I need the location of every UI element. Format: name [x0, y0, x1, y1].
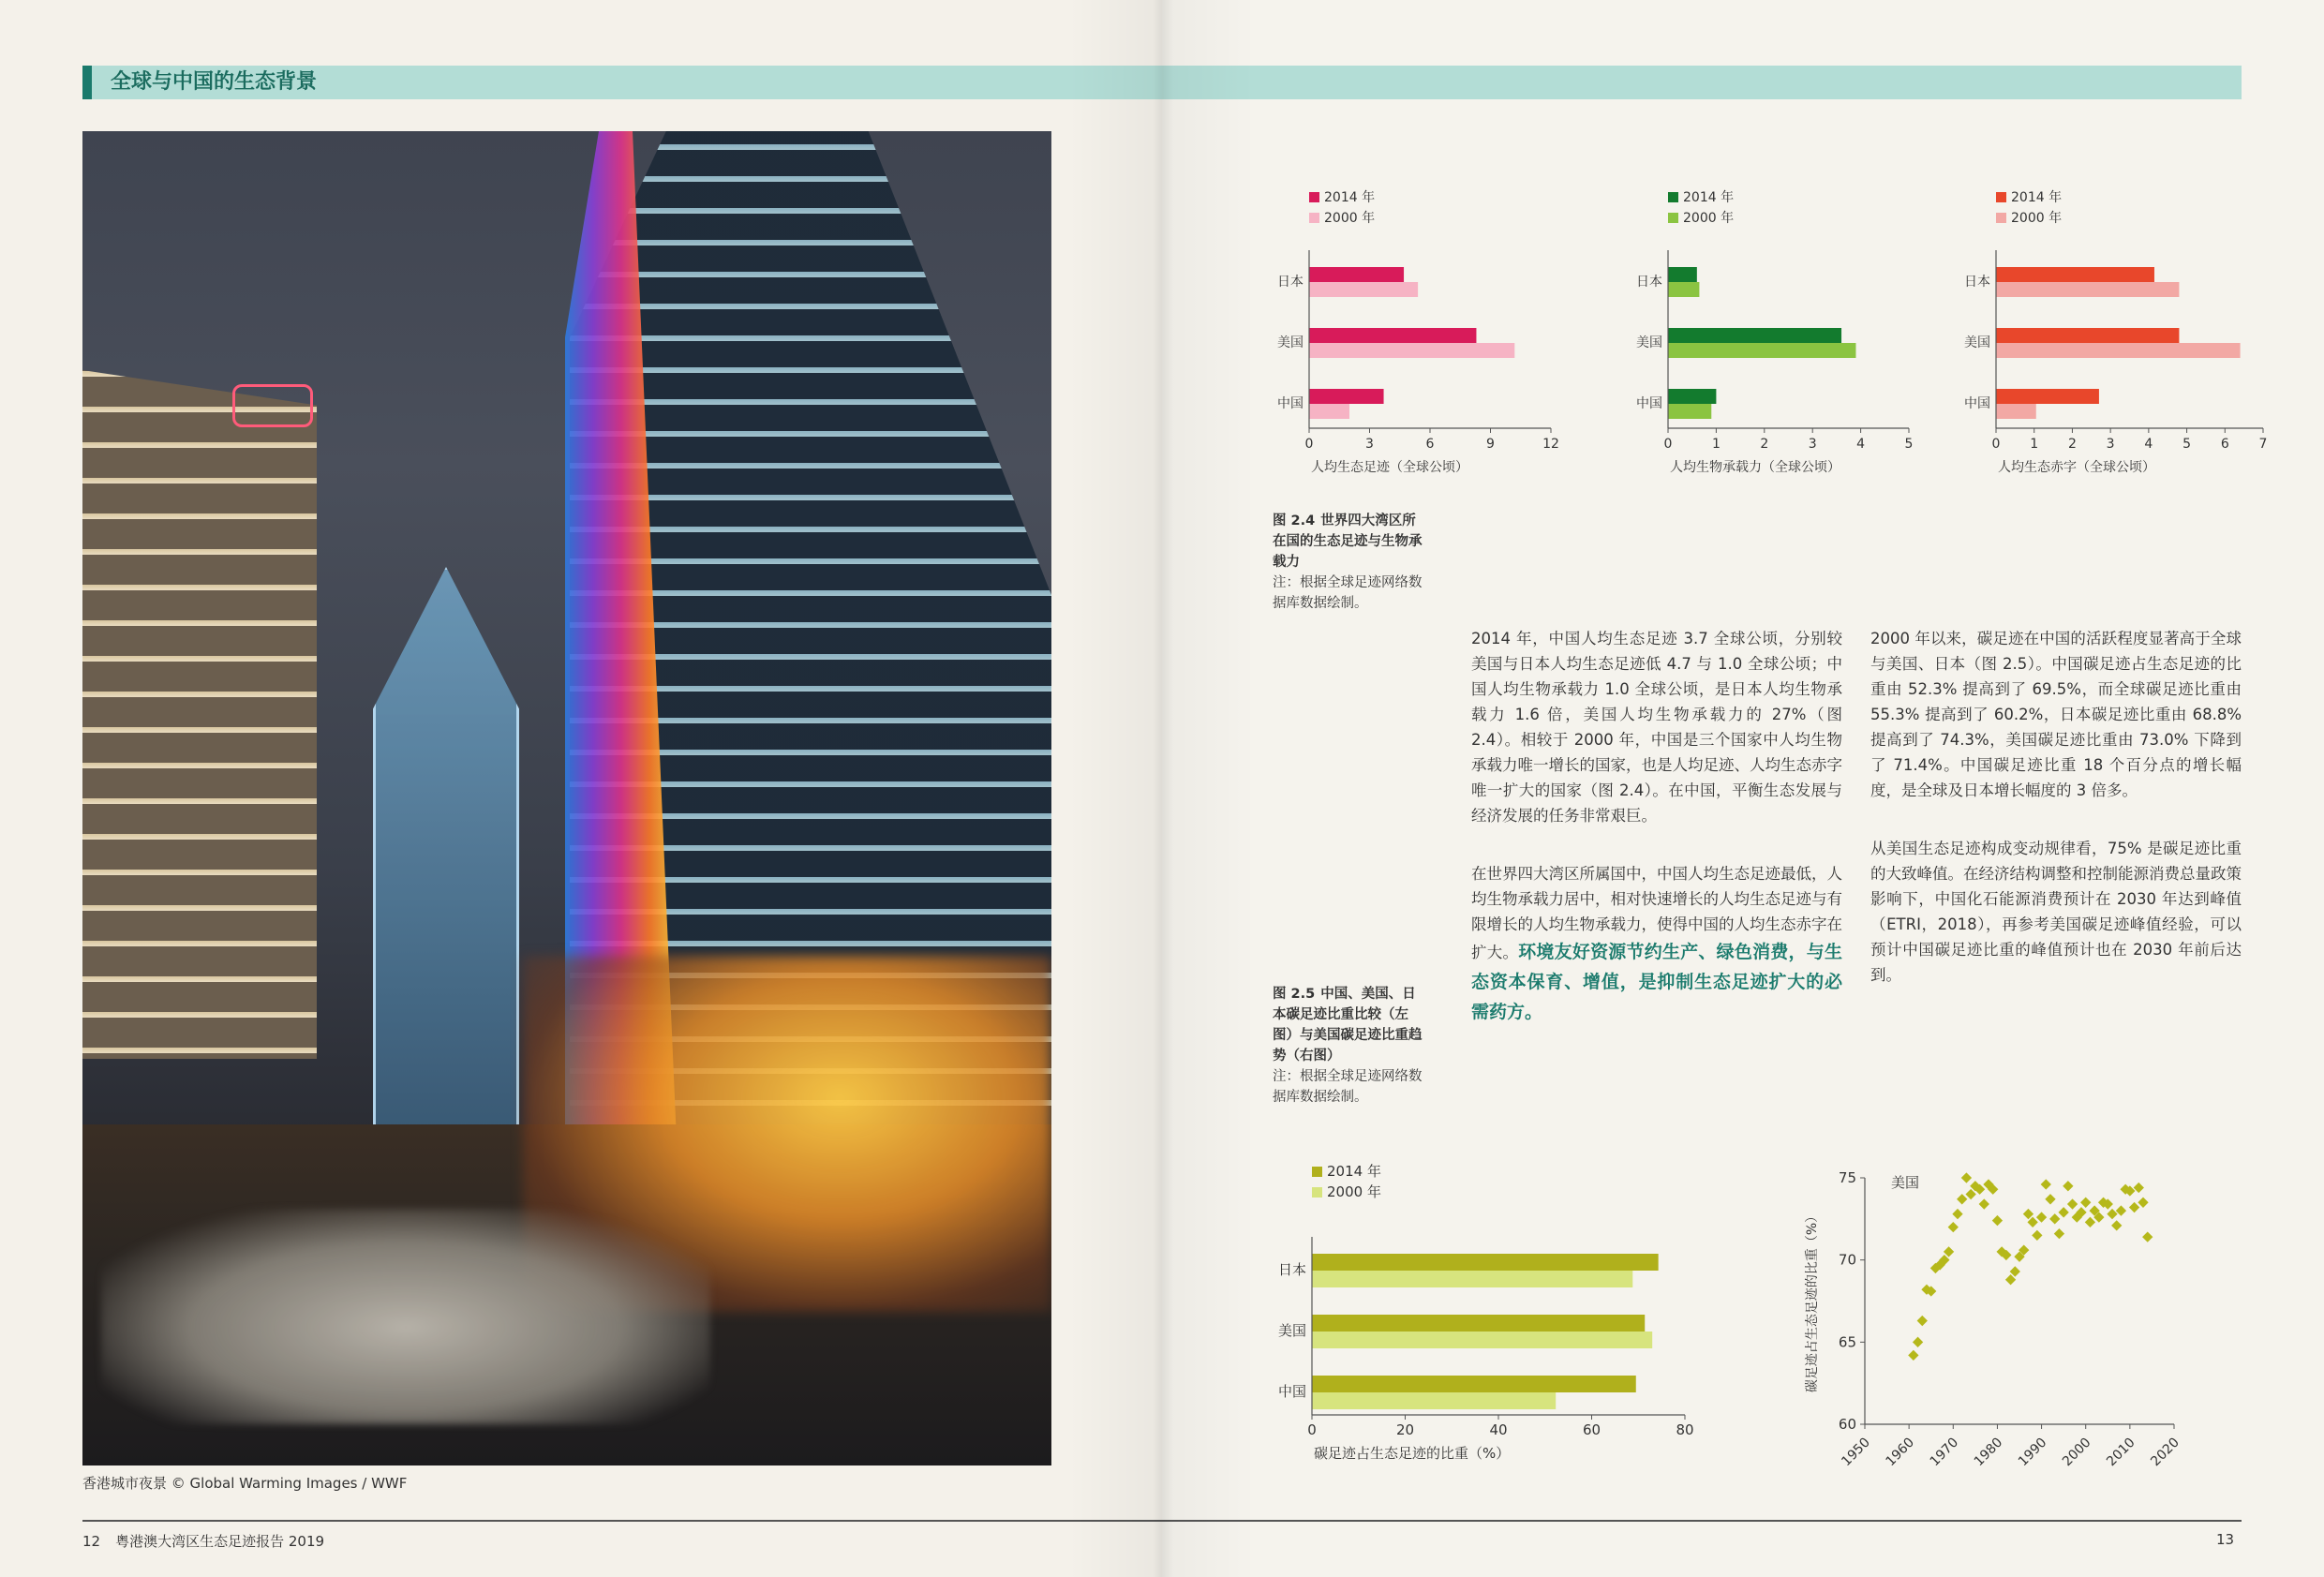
chart-us-carbon-share-trend: [1790, 1157, 2202, 1495]
x-tick-label: 9: [1486, 437, 1495, 452]
x-tick-label: 20: [1395, 1421, 1415, 1438]
bar-1-0: [1309, 282, 1418, 297]
x-tick-label: 12: [1542, 437, 1559, 452]
category-label: 中国: [1964, 396, 1990, 411]
data-point: [2049, 1213, 2060, 1224]
data-point: [2054, 1228, 2064, 1239]
legend-swatch-1: [1668, 213, 1678, 223]
data-point: [1957, 1194, 1967, 1204]
x-tick-label: 1980: [1971, 1435, 2006, 1470]
data-point: [1917, 1316, 1928, 1326]
bar-0-0: [1312, 1254, 1659, 1271]
bar-1-0: [1996, 282, 2179, 297]
chart-carbon-share-comparison: [1256, 1157, 1706, 1476]
category-label: 日本: [1964, 275, 1990, 290]
bar-1-0: [1312, 1271, 1632, 1287]
report-title: 粤港澳大湾区生态足迹报告 2019: [115, 1533, 325, 1550]
category-label: 日本: [1277, 1261, 1306, 1278]
x-tick-label: 1960: [1883, 1435, 1917, 1470]
data-point: [2041, 1179, 2051, 1189]
figure-2-4-caption-note: 注：根据全球足迹网络数据库数据绘制。: [1273, 575, 1423, 611]
bar-1-2: [1312, 1392, 1556, 1409]
figure-2-5-caption: [1273, 984, 1423, 1108]
x-tick-label: 5: [1904, 437, 1914, 452]
data-point: [2129, 1202, 2139, 1213]
bar-0-2: [1312, 1376, 1636, 1392]
x-tick-label: 3: [1808, 437, 1817, 452]
category-label: 中国: [1277, 396, 1304, 411]
hong-kong-night-photo: [82, 131, 1051, 1465]
text-column-2: [1870, 626, 2242, 1020]
x-tick-label: 0: [1991, 437, 2001, 452]
x-tick-label: 6: [2220, 437, 2229, 452]
legend-swatch-0: [1996, 192, 2006, 202]
bar-0-2: [1996, 389, 2099, 404]
photo-blurred-car: [101, 1209, 710, 1424]
section-header-band: [82, 66, 2242, 99]
data-point: [1992, 1215, 2003, 1226]
x-tick-label: 3: [1365, 437, 1374, 452]
bar-0-1: [1668, 328, 1841, 343]
bar-0-0: [1996, 267, 2154, 282]
legend-swatch-0: [1668, 192, 1678, 202]
data-point: [2063, 1181, 2073, 1191]
y-tick-label: 60: [1838, 1416, 1856, 1433]
text-column-1: [1471, 626, 1842, 1060]
legend-label-0: 2014 年: [2011, 190, 2063, 205]
data-point: [2142, 1231, 2153, 1242]
data-point: [2067, 1198, 2078, 1209]
chart-biocapacity: [1612, 183, 1921, 483]
bar-0-0: [1309, 267, 1404, 282]
bar-1-1: [1996, 343, 2241, 358]
bar-1-0: [1668, 282, 1699, 297]
figure-2-5-caption-title: 图 2.5 中国、美国、日本碳足迹比重比较（左图）与美国碳足迹比重趋势（右图）: [1273, 987, 1423, 1064]
paragraph-carbon-share: 2000 年以来，碳足迹在中国的活跃程度显著高于全球与美国、日本（图 2.5）。中国碳足迹占生态足迹的比重由 52.3% 提高到了 69.5%，而全球碳足迹比重由 55.3% 提高到了 60.2%，日本碳足迹比重由 68.8% 提高到了 74.3%，美国碳足迹比重由 73.0% 下降到了 71.4%。中国碳足迹比重 18 个百分点的增长幅度，是全球及日本增长幅度的 3 倍多。: [1870, 630, 2242, 799]
legend-label-1: 2000 年: [1324, 211, 1376, 226]
legend-swatch-0: [1312, 1167, 1322, 1177]
data-point: [2111, 1220, 2122, 1230]
bar-0-0: [1668, 267, 1697, 282]
x-tick-label: 1: [1711, 437, 1721, 452]
bar-1-2: [1668, 404, 1711, 419]
data-point: [2032, 1230, 2042, 1241]
data-point: [1979, 1198, 1989, 1209]
x-tick-label: 5: [2182, 437, 2192, 452]
paragraph-carbon-peak: 从美国生态足迹构成变动规律看，75% 是碳足迹比重的大致峰值。在经济结构调整和控制能源消费总量政策影响下，中国化石能源消费预计在 2030 年达到峰值（ETRI，2018），再参考美国碳足迹峰值经验，可以预计中国碳足迹比重的峰值预计也在 2030 年前后达到。: [1870, 840, 2242, 984]
x-tick-label: 3: [2106, 437, 2115, 452]
paragraph-bay-area-comparison: 在世界四大湾区所属国中，中国人均生态足迹最低，人均生物承载力居中，相对快速增长的人均生态足迹与有限增长的人均生物承载力，使得中国的人均生态赤字在扩大。环境友好资源节约生产、绿色消费，与生态资本保育、增值，是抑制生态足迹扩大的必需药方。: [1471, 865, 1843, 1022]
data-point: [2058, 1207, 2068, 1217]
footer-rule: [82, 1520, 2242, 1522]
paragraph-china-footprint: 2014 年，中国人均生态足迹 3.7 全球公顷，分别较美国与日本人均生态足迹低 4.7 与 1.0 全球公顷；中国人均生物承载力 1.0 全球公顷，是日本人均生物承载力 1.6 倍，美国人均生物承载力的 27%（图 2.4）。相较于 2000 年，中国是三个国家中人均生物承载力唯一增长的国家，也是人均足迹、人均生态赤字唯一扩大的国家（图 2.4）。在中国，平衡生态发展与经济发展的任务非常艰巨。: [1471, 630, 1842, 825]
x-tick-label: 80: [1676, 1421, 1694, 1438]
x-tick-label: 2010: [2104, 1435, 2138, 1470]
legend-swatch-0: [1309, 192, 1319, 202]
chart-ecological-deficit: [1940, 183, 2277, 483]
data-point: [1952, 1209, 1962, 1219]
x-tick-label: 0: [1304, 437, 1314, 452]
x-tick-label: 2000: [2060, 1435, 2094, 1470]
page-number-left: 12: [82, 1533, 101, 1550]
figure-2-5-caption-note: 注：根据全球足迹网络数据库数据绘制。: [1273, 1069, 1423, 1105]
x-tick-label: 1970: [1927, 1435, 1962, 1470]
legend-label-0: 2014 年: [1327, 1163, 1381, 1180]
data-point: [2036, 1212, 2047, 1222]
legend-label-0: 2014 年: [1683, 190, 1735, 205]
bar-1-1: [1668, 343, 1855, 358]
x-tick-label: 1: [2030, 437, 2039, 452]
data-point: [2080, 1198, 2091, 1208]
x-axis-title: 人均生态赤字（全球公顷）: [1998, 460, 2155, 475]
bar-0-2: [1309, 389, 1384, 404]
data-point: [2085, 1217, 2095, 1227]
figure-2-4-caption: [1273, 511, 1423, 614]
x-axis-title: 人均生态足迹（全球公顷）: [1311, 460, 1468, 475]
category-label: 日本: [1277, 275, 1304, 290]
data-point: [1908, 1350, 1918, 1361]
legend-label-1: 2000 年: [1327, 1183, 1381, 1200]
y-tick-label: 75: [1838, 1169, 1856, 1186]
category-label: 中国: [1636, 396, 1662, 411]
chart-ecological-footprint: [1256, 183, 1565, 483]
page-number-right: 13: [2216, 1531, 2235, 1548]
category-label: 美国: [1636, 335, 1662, 350]
x-tick-label: 1950: [1839, 1435, 1873, 1470]
x-tick-label: 4: [1856, 437, 1866, 452]
category-label: 中国: [1277, 1383, 1306, 1400]
legend-label-0: 2014 年: [1324, 190, 1376, 205]
key-message-highlight: 环境友好资源节约生产、绿色消费，与生态资本保育、增值，是抑制生态足迹扩大的必需药方。: [1471, 942, 1843, 1022]
category-label: 美国: [1277, 1322, 1306, 1339]
bar-1-2: [1309, 404, 1349, 419]
bar-1-2: [1996, 404, 2036, 419]
legend-label-1: 2000 年: [1683, 211, 1735, 226]
data-point: [2134, 1183, 2144, 1193]
bar-0-1: [1996, 328, 2179, 343]
bar-0-1: [1309, 328, 1476, 343]
x-tick-label: 0: [1307, 1421, 1317, 1438]
section-header-marker: [82, 66, 92, 99]
data-point: [1948, 1222, 1959, 1232]
section-title: 全球与中国的生态背景: [111, 70, 318, 94]
y-tick-label: 70: [1838, 1251, 1856, 1269]
bar-0-2: [1668, 389, 1716, 404]
photo-building-left: [82, 356, 317, 1059]
legend-swatch-1: [1309, 213, 1319, 223]
data-point: [1961, 1172, 1972, 1183]
x-tick-label: 2: [1760, 437, 1769, 452]
legend-swatch-1: [1996, 213, 2006, 223]
data-point: [2107, 1209, 2117, 1219]
data-point: [2045, 1194, 2055, 1204]
bar-1-1: [1312, 1332, 1652, 1348]
photo-bank-tower: [373, 567, 519, 1135]
figure-2-4-caption-title: 图 2.4 世界四大湾区所在国的生态足迹与生物承载力: [1273, 513, 1423, 570]
x-tick-label: 0: [1663, 437, 1673, 452]
series-label: 美国: [1891, 1174, 1920, 1191]
bar-0-1: [1312, 1315, 1645, 1332]
x-tick-label: 4: [2144, 437, 2153, 452]
x-tick-label: 1990: [2015, 1435, 2050, 1470]
y-tick-label: 65: [1838, 1333, 1856, 1351]
footer-left: [82, 1531, 324, 1551]
data-point: [2116, 1205, 2126, 1215]
x-tick-label: 2: [2067, 437, 2077, 452]
legend-label-1: 2000 年: [2011, 211, 2063, 226]
x-tick-label: 6: [1425, 437, 1435, 452]
x-tick-label: 7: [2258, 437, 2268, 452]
x-axis-title: 碳足迹占生态足迹的比重（%）: [1314, 1445, 1511, 1462]
data-point: [1913, 1337, 1923, 1347]
x-axis-title: 人均生物承载力（全球公顷）: [1670, 460, 1840, 475]
y-axis-title: 碳足迹占生态足迹的比重（%）: [1805, 1209, 1820, 1393]
data-point: [2138, 1198, 2148, 1208]
category-label: 日本: [1636, 275, 1662, 290]
x-tick-label: 40: [1489, 1421, 1508, 1438]
photo-caption: 香港城市夜景 © Global Warming Images / WWF: [82, 1475, 408, 1492]
x-tick-label: 60: [1582, 1421, 1601, 1438]
photo-neon-sign: [232, 384, 313, 427]
legend-swatch-1: [1312, 1187, 1322, 1198]
bar-1-1: [1309, 343, 1514, 358]
category-label: 美国: [1964, 335, 1990, 350]
category-label: 美国: [1277, 335, 1304, 350]
x-tick-label: 2020: [2148, 1435, 2182, 1470]
